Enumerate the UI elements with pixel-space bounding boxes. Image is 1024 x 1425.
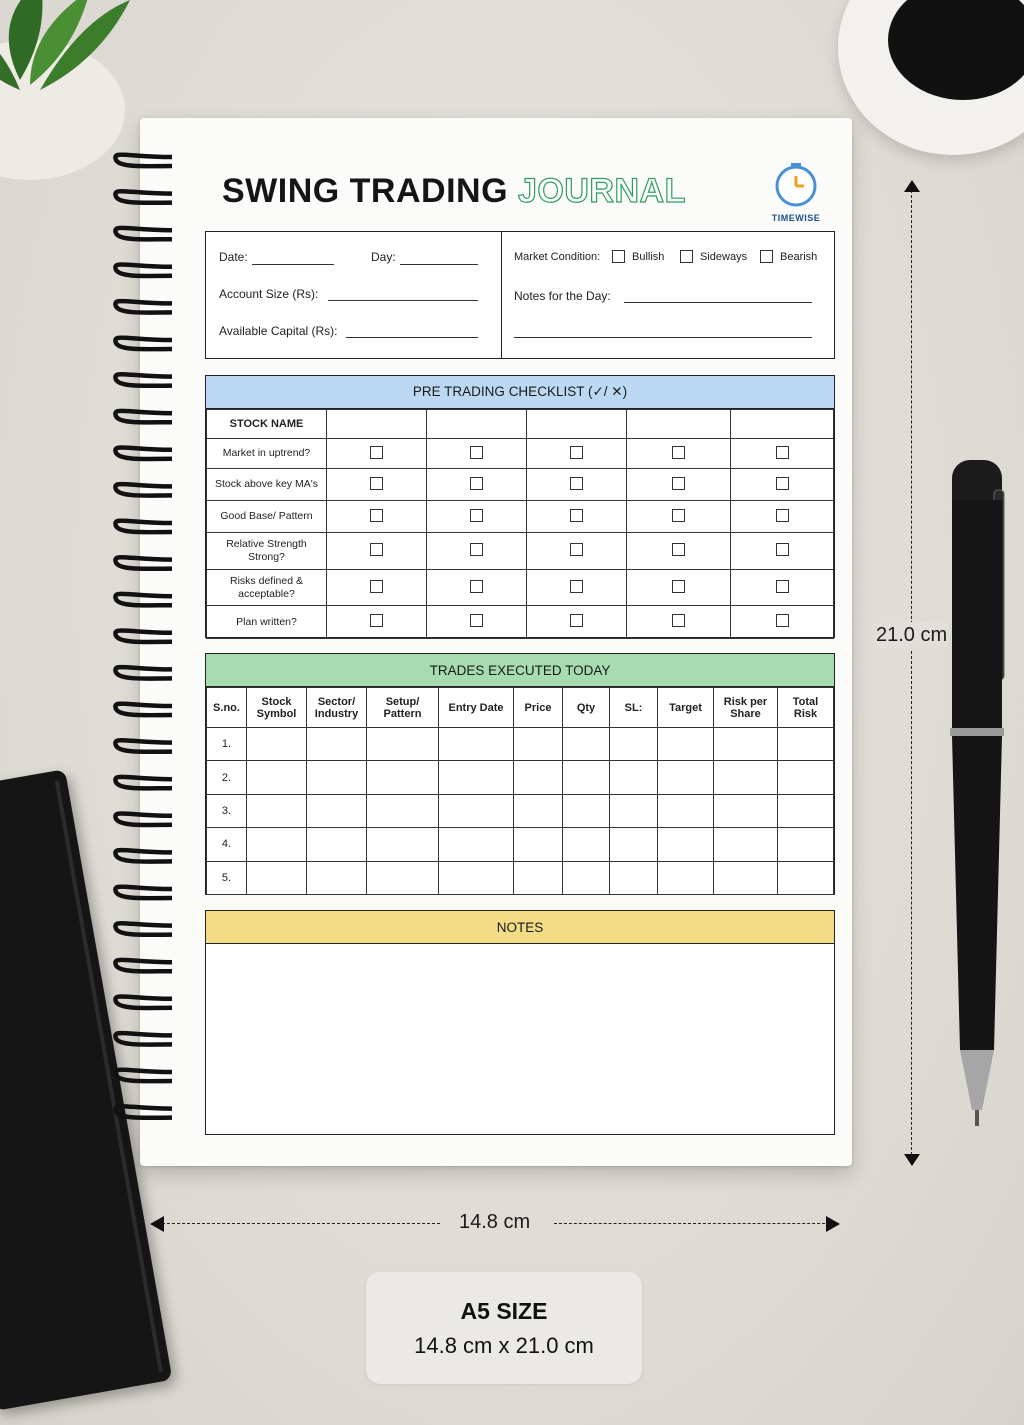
spiral-coil: [115, 777, 172, 789]
trades-executed-section: [205, 653, 835, 895]
column-header: SL:: [610, 688, 658, 728]
height-dimension-line: [911, 185, 912, 1165]
bearish-label: Bearish: [780, 251, 818, 263]
row-number: 2.: [207, 761, 247, 794]
stock-name-cell[interactable]: [427, 410, 527, 439]
trade-cell[interactable]: [610, 761, 658, 794]
trade-cell[interactable]: [610, 794, 658, 827]
stock-name-header: STOCK NAME: [207, 410, 327, 439]
trade-cell[interactable]: [563, 728, 610, 761]
trade-cell[interactable]: [658, 761, 714, 794]
spiral-coil: [115, 447, 172, 459]
width-dimension-line-left: [162, 1223, 440, 1224]
checklist-checkbox[interactable]: [776, 580, 789, 593]
bullish-label: Bullish: [632, 251, 665, 263]
spiral-coil: [115, 264, 172, 276]
trade-cell[interactable]: [439, 761, 514, 794]
height-dimension-label: 21.0 cm: [876, 622, 947, 649]
checklist-checkbox[interactable]: [470, 543, 483, 556]
size-detail: 14.8 cm x 21.0 cm: [414, 1333, 594, 1358]
trade-cell[interactable]: [778, 728, 834, 761]
checklist-checkbox[interactable]: [570, 580, 583, 593]
trade-cell[interactable]: [658, 794, 714, 827]
trade-cell[interactable]: [439, 728, 514, 761]
checklist-row-label: Good Base/ Pattern: [207, 501, 327, 533]
trade-cell[interactable]: [247, 861, 307, 894]
trade-cell[interactable]: [307, 794, 367, 827]
stock-name-cell[interactable]: [731, 410, 834, 439]
row-number: 3.: [207, 794, 247, 827]
trades-table: [206, 687, 834, 895]
notes-section: [205, 910, 835, 1135]
timewise-logo: [766, 162, 826, 223]
stock-name-cell[interactable]: [527, 410, 627, 439]
trade-cell[interactable]: [307, 728, 367, 761]
table-row: [207, 794, 834, 827]
checklist-checkbox[interactable]: [470, 509, 483, 522]
stock-name-cell[interactable]: [327, 410, 427, 439]
trade-cell[interactable]: [307, 828, 367, 861]
trade-cell[interactable]: [247, 761, 307, 794]
journal-page: [140, 118, 852, 1166]
spiral-coil: [115, 850, 172, 862]
spiral-coil: [115, 1106, 172, 1118]
checklist-checkbox[interactable]: [570, 477, 583, 490]
date-label: Date:: [219, 250, 248, 264]
spiral-coil: [115, 557, 172, 569]
checklist-checkbox[interactable]: [776, 614, 789, 627]
arrow-up-icon: [904, 180, 920, 192]
trade-cell[interactable]: [610, 728, 658, 761]
day-field[interactable]: [400, 264, 478, 265]
spiral-coil: [115, 338, 172, 350]
checklist-checkbox[interactable]: [570, 543, 583, 556]
spiral-coil: [115, 301, 172, 313]
trade-cell[interactable]: [714, 761, 778, 794]
spiral-binding: [108, 140, 180, 1130]
trade-cell[interactable]: [514, 861, 563, 894]
column-header: Target: [658, 688, 714, 728]
spiral-coil: [115, 996, 172, 1008]
trade-cell[interactable]: [778, 794, 834, 827]
column-header: Price: [514, 688, 563, 728]
checklist-checkbox[interactable]: [370, 580, 383, 593]
logo-text: TIMEWISE: [771, 213, 821, 223]
arrow-left-icon: [150, 1216, 164, 1232]
trade-cell[interactable]: [439, 828, 514, 861]
checklist-row-label: Risks defined & acceptable?: [207, 570, 327, 606]
spiral-coil: [115, 740, 172, 752]
trade-cell[interactable]: [563, 761, 610, 794]
column-header: Sector/ Industry: [307, 688, 367, 728]
trade-cell[interactable]: [714, 861, 778, 894]
trade-cell[interactable]: [658, 728, 714, 761]
trade-cell[interactable]: [514, 728, 563, 761]
trade-cell[interactable]: [367, 728, 439, 761]
size-title: A5 SIZE: [460, 1298, 548, 1324]
trade-cell[interactable]: [514, 761, 563, 794]
spiral-coil: [115, 191, 172, 203]
spiral-coil: [115, 484, 172, 496]
checklist-checkbox[interactable]: [470, 477, 483, 490]
clock-icon: [771, 162, 821, 208]
width-dimension-line-right: [554, 1223, 830, 1224]
trade-cell[interactable]: [439, 861, 514, 894]
trade-cell[interactable]: [367, 861, 439, 894]
spiral-coil: [115, 813, 172, 825]
spiral-coil: [115, 521, 172, 533]
trade-cell[interactable]: [714, 728, 778, 761]
arrow-right-icon: [826, 1216, 840, 1232]
checklist-checkbox[interactable]: [672, 446, 685, 459]
table-row: [207, 761, 834, 794]
bearish-checkbox[interactable]: [760, 250, 773, 263]
checklist-checkbox[interactable]: [370, 543, 383, 556]
page-title: SWING TRADING JOURNAL: [222, 172, 686, 210]
checklist-title: PRE TRADING CHECKLIST (✓/ ✕): [412, 384, 628, 399]
info-box: [205, 231, 835, 359]
table-row: [207, 828, 834, 861]
trade-cell[interactable]: [514, 828, 563, 861]
checklist-checkbox[interactable]: [570, 614, 583, 627]
trade-cell[interactable]: [247, 794, 307, 827]
spiral-coil: [115, 155, 172, 167]
trade-cell[interactable]: [367, 761, 439, 794]
spiral-coil: [115, 667, 172, 679]
coffee-mug: [838, 0, 1024, 155]
trade-cell[interactable]: [778, 828, 834, 861]
checklist-checkbox[interactable]: [570, 446, 583, 459]
spiral-coil: [115, 630, 172, 642]
checklist-row-label: Plan written?: [207, 606, 327, 639]
spiral-coil: [115, 923, 172, 935]
checklist-checkbox[interactable]: [672, 477, 685, 490]
trade-cell[interactable]: [778, 761, 834, 794]
trade-cell[interactable]: [307, 861, 367, 894]
checklist-checkbox[interactable]: [370, 477, 383, 490]
notes-for-day-field[interactable]: [624, 302, 812, 303]
spiral-coil: [115, 960, 172, 972]
checklist-checkbox[interactable]: [672, 509, 685, 522]
arrow-down-icon: [904, 1154, 920, 1166]
trade-cell[interactable]: [247, 728, 307, 761]
spiral-coil: [115, 887, 172, 899]
checklist-checkbox[interactable]: [672, 580, 685, 593]
pen-decoration: [942, 460, 1012, 1140]
trade-cell[interactable]: [307, 761, 367, 794]
checklist-header: [206, 376, 834, 409]
spiral-coil: [115, 411, 172, 423]
trades-title: TRADES EXECUTED TODAY: [429, 662, 611, 678]
spiral-coil: [115, 594, 172, 606]
checklist-row-label: Relative Strength Strong?: [207, 533, 327, 570]
column-header: Risk per Share: [714, 688, 778, 728]
date-field[interactable]: [252, 264, 334, 265]
checklist-checkbox[interactable]: [776, 446, 789, 459]
notes-for-day-label: Notes for the Day:: [514, 289, 611, 303]
spiral-coil: [115, 1070, 172, 1082]
checklist-row-label: Market in uptrend?: [207, 439, 327, 469]
trade-cell[interactable]: [563, 828, 610, 861]
trade-cell[interactable]: [367, 828, 439, 861]
trade-cell[interactable]: [367, 794, 439, 827]
row-number: 1.: [207, 728, 247, 761]
available-capital-label: Available Capital (Rs):: [219, 324, 338, 338]
day-label: Day:: [371, 250, 396, 264]
account-size-label: Account Size (Rs):: [219, 287, 319, 301]
size-card: [366, 1272, 642, 1384]
checklist-checkbox[interactable]: [776, 543, 789, 556]
trade-cell[interactable]: [514, 794, 563, 827]
width-dimension-label: 14.8 cm: [459, 1211, 531, 1233]
checklist-checkbox[interactable]: [776, 509, 789, 522]
checklist-checkbox[interactable]: [570, 509, 583, 522]
trade-cell[interactable]: [658, 861, 714, 894]
spiral-coil: [115, 704, 172, 716]
checklist-table: [206, 409, 834, 639]
notes-for-day-field-2[interactable]: [514, 337, 812, 338]
trade-cell[interactable]: [714, 828, 778, 861]
checklist-checkbox[interactable]: [470, 614, 483, 627]
stock-name-cell[interactable]: [627, 410, 731, 439]
column-header: Entry Date: [439, 688, 514, 728]
spiral-coil: [115, 1033, 172, 1045]
trade-cell[interactable]: [439, 794, 514, 827]
trade-cell[interactable]: [658, 828, 714, 861]
notes-title: NOTES: [496, 919, 544, 935]
notes-area[interactable]: [206, 944, 834, 1134]
row-number: 4.: [207, 828, 247, 861]
spiral-coil: [115, 228, 172, 240]
column-header: Stock Symbol: [247, 688, 307, 728]
column-header: Setup/ Pattern: [367, 688, 439, 728]
checklist-checkbox[interactable]: [370, 446, 383, 459]
available-capital-field[interactable]: [346, 337, 478, 338]
checklist-checkbox[interactable]: [776, 477, 789, 490]
trade-cell[interactable]: [610, 828, 658, 861]
market-condition-label: Market Condition:: [514, 251, 601, 263]
trades-header: [206, 654, 834, 687]
bullish-checkbox[interactable]: [612, 250, 625, 263]
table-row: [207, 728, 834, 761]
trade-cell[interactable]: [714, 794, 778, 827]
trade-cell[interactable]: [247, 828, 307, 861]
checklist-checkbox[interactable]: [470, 580, 483, 593]
table-row: [207, 861, 834, 894]
notes-header: [206, 911, 834, 944]
sideways-checkbox[interactable]: [680, 250, 693, 263]
checklist-checkbox[interactable]: [672, 614, 685, 627]
column-header: S.no.: [207, 688, 247, 728]
trade-cell[interactable]: [778, 861, 834, 894]
trade-cell[interactable]: [563, 861, 610, 894]
trade-cell[interactable]: [610, 861, 658, 894]
sideways-label: Sideways: [700, 251, 748, 263]
pre-trading-checklist: [205, 375, 835, 638]
checklist-row-label: Stock above key MA's: [207, 469, 327, 501]
column-header: Total Risk: [778, 688, 834, 728]
spiral-coil: [115, 374, 172, 386]
account-size-field[interactable]: [328, 300, 478, 301]
trade-cell[interactable]: [563, 794, 610, 827]
checklist-checkbox[interactable]: [672, 543, 685, 556]
row-number: 5.: [207, 861, 247, 894]
column-header: Qty: [563, 688, 610, 728]
checklist-checkbox[interactable]: [370, 509, 383, 522]
checklist-checkbox[interactable]: [470, 446, 483, 459]
checklist-checkbox[interactable]: [370, 614, 383, 627]
